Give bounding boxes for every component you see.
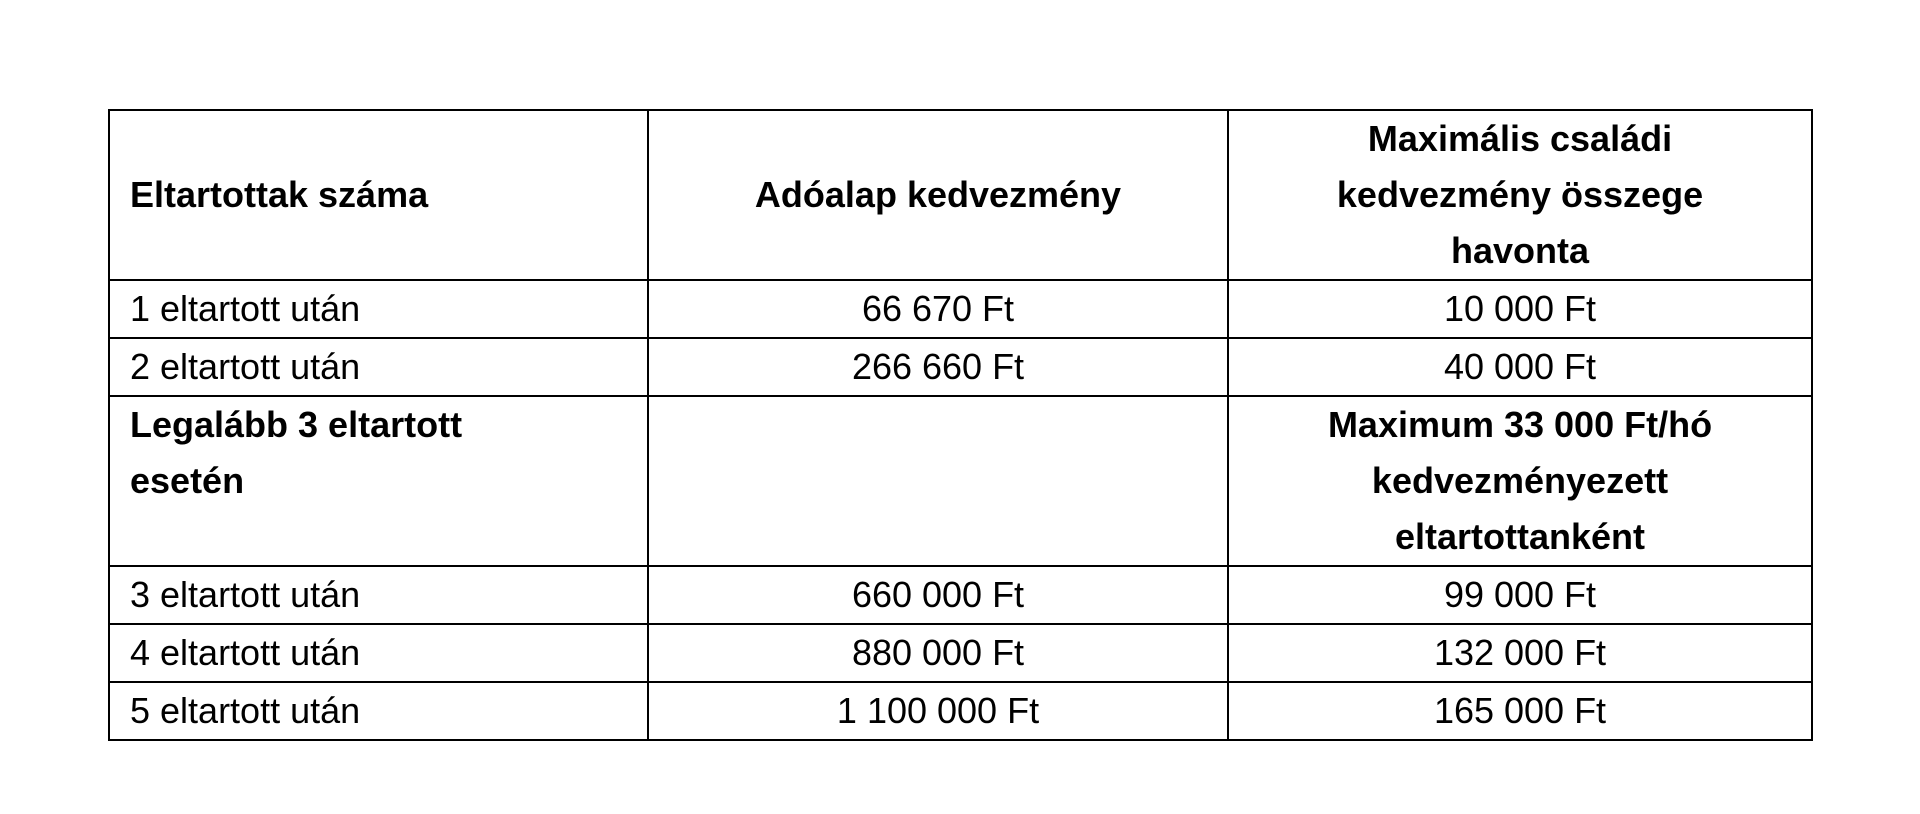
table-row: [109, 280, 1812, 338]
section-label-line-1: Legalább 3 eltartott: [130, 404, 463, 445]
section-label: [109, 396, 648, 566]
section-max-line-3: eltartottanként: [1394, 516, 1646, 557]
section-max-line-1: Maximum 33 000 Ft/hó: [1327, 404, 1713, 445]
row-label: 1 eltartott után: [109, 280, 648, 338]
row-label: 4 eltartott után: [109, 624, 648, 682]
header-tax-base-allowance: Adóalap kedvezmény: [648, 110, 1228, 280]
table-header-row: [109, 110, 1812, 280]
row-label: 3 eltartott után: [109, 566, 648, 624]
table-row: [109, 682, 1812, 740]
table-row: [109, 338, 1812, 396]
row-tax-base: 1 100 000 Ft: [648, 682, 1228, 740]
header-max-line-2: kedvezmény összege: [1336, 174, 1704, 215]
row-tax-base: 880 000 Ft: [648, 624, 1228, 682]
row-max-allowance: 132 000 Ft: [1228, 624, 1812, 682]
section-row-three-plus: [109, 396, 1812, 566]
family-allowance-table-container: [108, 109, 1813, 741]
row-label: 5 eltartott után: [109, 682, 648, 740]
section-label-line-2: esetén: [130, 460, 245, 501]
header-max-line-3: havonta: [1450, 230, 1590, 271]
section-tax-base-empty: [648, 396, 1228, 566]
row-tax-base: 66 670 Ft: [648, 280, 1228, 338]
header-max-monthly-allowance: [1228, 110, 1812, 280]
section-max-line-2: kedvezményezett: [1371, 460, 1669, 501]
row-label: 2 eltartott után: [109, 338, 648, 396]
table-row: [109, 624, 1812, 682]
header-max-line-1: Maximális családi: [1367, 118, 1673, 159]
table-row: [109, 566, 1812, 624]
row-max-allowance: 40 000 Ft: [1228, 338, 1812, 396]
section-max-allowance: [1228, 396, 1812, 566]
row-max-allowance: 165 000 Ft: [1228, 682, 1812, 740]
header-dependents-count: Eltartottak száma: [109, 110, 648, 280]
family-allowance-table: [108, 109, 1813, 741]
row-tax-base: 266 660 Ft: [648, 338, 1228, 396]
row-max-allowance: 99 000 Ft: [1228, 566, 1812, 624]
row-tax-base: 660 000 Ft: [648, 566, 1228, 624]
row-max-allowance: 10 000 Ft: [1228, 280, 1812, 338]
